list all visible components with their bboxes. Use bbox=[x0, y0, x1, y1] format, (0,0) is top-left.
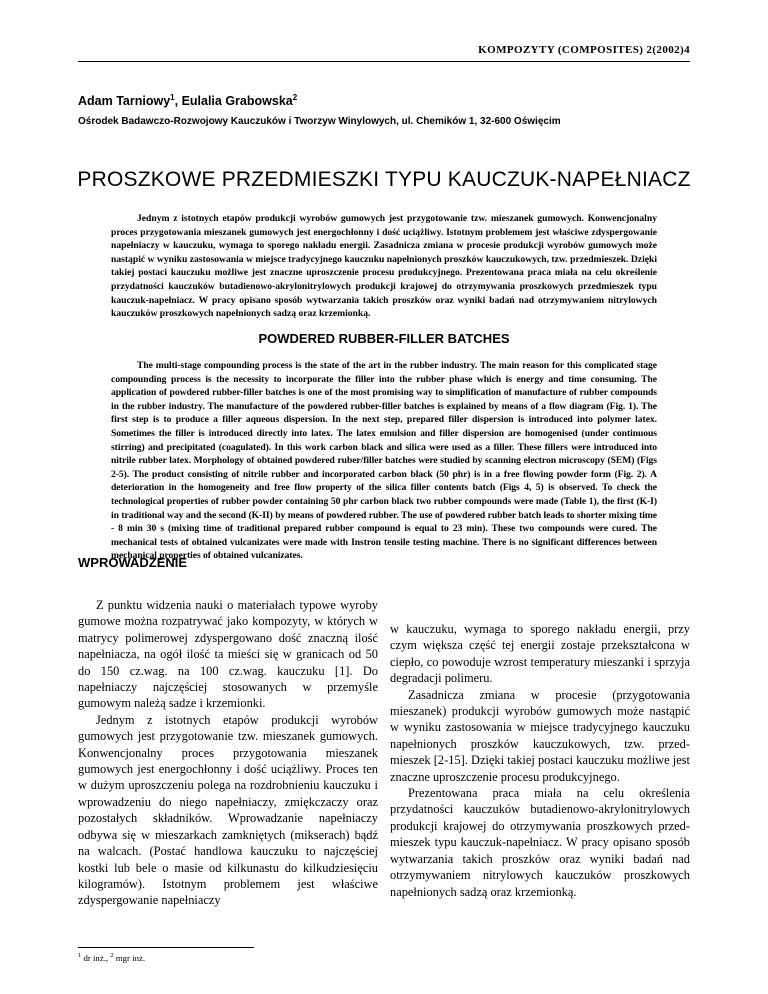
author-2: Eulalia Grabowska bbox=[181, 94, 293, 109]
footnote-text-1: dr inż., bbox=[81, 952, 111, 963]
author-1-mark: 1 bbox=[170, 93, 175, 102]
paragraph: Prezentowana praca miała na celu określenia przydatności kauczuków butadienowo-akrylonitrylowych produkcji krajowej do otrzymywania proszkowych przed- mieszek typu kauczuk-napełniacz. W pracy opisano sposób wytwarzania takich proszków oraz wyniki badań nad otrzymywaniem nitrylowych kauczuków proszkowych napełnionych sadzą oraz krzemionką. bbox=[390, 786, 690, 899]
author-2-mark: 2 bbox=[292, 93, 298, 102]
paragraph: Zasadnicza zmiana w procesie (przygotowania mieszanek) produkcji wyrobów gumowych może nastąpić w wyniku zastosowania w miejsce tradycyjnego kauczuku napełnionych proszków kauczukowych, tzw. przed- mieszek [2-15]. Dzięki takiej postaci kauczuku możliwe jest znaczne uproszczenie procesu produkcyjnego. bbox=[390, 687, 690, 784]
footnote-mark-1: 1 bbox=[78, 952, 82, 959]
footnote bbox=[78, 952, 145, 963]
footnote-text-2: mgr inż. bbox=[113, 952, 146, 963]
author-1: Adam Tarniowy bbox=[78, 94, 171, 109]
affiliation: Ośrodek Badawczo-Rozwojowy Kauczuków i Tworzyw Winylowych, ul. Chemików 1, 32-600 Oświęcim bbox=[78, 116, 561, 127]
body-column-left bbox=[78, 597, 378, 909]
abstract-polish: Jednym z istotnych etapów produkcji wyrobów gumowych jest przygotowanie tzw. mieszanek gumowych. Konwencjonalny proces przygotowania mieszanek gumowych jest energochłonny i dość uciążliwy. Istotnym problemem jest właściwe zdyspergowanie napełniaczy w kauczuku, wymaga to sporego nakładu energii. Zasadnicza zmiana w procesie produkcji wyrobów gumowych może nastąpić w wyniku zastosowania w miejsce tradycyjnego kauczuku napełnionych proszków kauczukowych, tzw. przedmieszek. Dzięki takiej postaci kauczuku możliwe jest znaczne uproszczenie procesu produkcyjnego. Prezentowana praca miała na celu określenie przydatności kauczuków butadienowo-akrylonitrylowych produkcji krajowej do otrzymywania proszkowych przedmieszek typu kauczuk-napełniacz. W pracy opisano sposób wytwarzania takich proszków oraz wyniki badań nad otrzymywaniem nitrylowych kauczuków proszkowych napełnionych sadzą oraz krzemionką. bbox=[111, 213, 657, 320]
header-rule bbox=[78, 61, 690, 62]
title-english: POWDERED RUBBER-FILLER BATCHES bbox=[258, 331, 510, 346]
author-line bbox=[78, 93, 297, 108]
section-title-introduction: WPROWADZENIE bbox=[78, 555, 188, 570]
title-polish: PROSZKOWE PRZEDMIESZKI TYPU KAUCZUK-NAPEŁNIACZ bbox=[77, 168, 691, 191]
paragraph: Jednym z istotnych etapów produkcji wyrobów gumowych jest przygotowanie tzw. mieszanek gumowych. Konwencjonalny proces przygotowania mieszanek gumowych jest energochłonny i dość uciążliwy. Proces ten w dużym uproszczeniu polega na rozdrobnieniu kauczuku i wprowadzeniu do niego napełniaczy, zmiękczaczy oraz pozostałych składników. Wprowadzanie napełniaczy odbywa się w mieszarkach zamkniętych (mikserach) bądź na walcach. (Postać handlowa kauczuku to najczęściej kostki lub bele o masie od kilkunastu do kilkudziesięciu kilogramów). Istotnym problemem jest właściwe zdyspergowanie napełniaczy bbox=[78, 712, 378, 908]
author-separator: , bbox=[174, 94, 182, 109]
body-column-right bbox=[390, 621, 690, 900]
footnote-mark-2: 2 bbox=[110, 952, 114, 959]
footnote-rule bbox=[78, 947, 254, 948]
paragraph: Z punktu widzenia nauki o materiałach typowe wyroby gumowe można rozpatrywać jako kompozyty, w których w matrycy polimerowej zdyspergowano dość znaczną ilość napełniacza, na ogół ilość ta mieści się w granicach od 50 do 150 cz.wag. na 100 cz.wag. kauczuku [1]. Do napełniaczy najczęściej stosowanych w przemyśle gumowym należą sadze i krzemionki. bbox=[78, 598, 378, 711]
paragraph: w kauczuku, wymaga to sporego nakładu energii, przy czym większa część tej energii zostaje przekształcona w ciepło, co powoduje wzrost temperatury mieszanki i sprzyja degradacji polimeru. bbox=[390, 622, 690, 686]
abstract-english: The multi-stage compounding process is the state of the art in the rubber industry. The main reason for this complicated stage compounding process is the necessity to incorporate the filler into the rubber phase which is energy and time consuming. The application of powdered rubber-filler batches is one of the most promising way to simplification of manufacture of rubber compounds in the rubber industry. The manufacture of the powdered rubber-filler batches is explained by means of a flow diagram (Fig. 1). The first step is to produce a filler aqueous dispersion. In the next step, prepared filler dispersion is introduced into polymer latex. Sometimes the filler is introduced directly into latex. The latex emulsion and filler dispersion are homogenised (under continuous stirring) and precipitated (coagulated). In this work carbon black and silica were used as a filler. These fillers were introduced into nitrile rubber latex. Morphology of obtained powdered ruber/filler batches were studied by scanning electron microscopy (SEM) (Figs 2-5). The product consisting of nitrile rubber and incorporated carbon black (50 phr) is in a free flowing powder form (Fig. 2). A deterioration in the homogeneity and free flow property of the silica filler contents batch (Figs 4, 5) is observed. To check the technological properties of rubber powder containing 50 phr carbon black two rubber compounds were made (Table 1), the first (K-I) in traditional way and the second (K-II) by means of powdered rubber. The use of powdered rubber batch leads to shorter mixing time - 8 min 30 s (mixing time of traditional prepared rubber compound is equal to 23 min). These two compounds were cured. The mechanical tests of obtained vulcanizates were made with Instron tensile testing machine. There is no significant differences between mechanical properties of obtained vulcanizates. bbox=[111, 360, 657, 562]
journal-header: KOMPOZYTY (COMPOSITES) 2(2002)4 bbox=[478, 44, 690, 56]
